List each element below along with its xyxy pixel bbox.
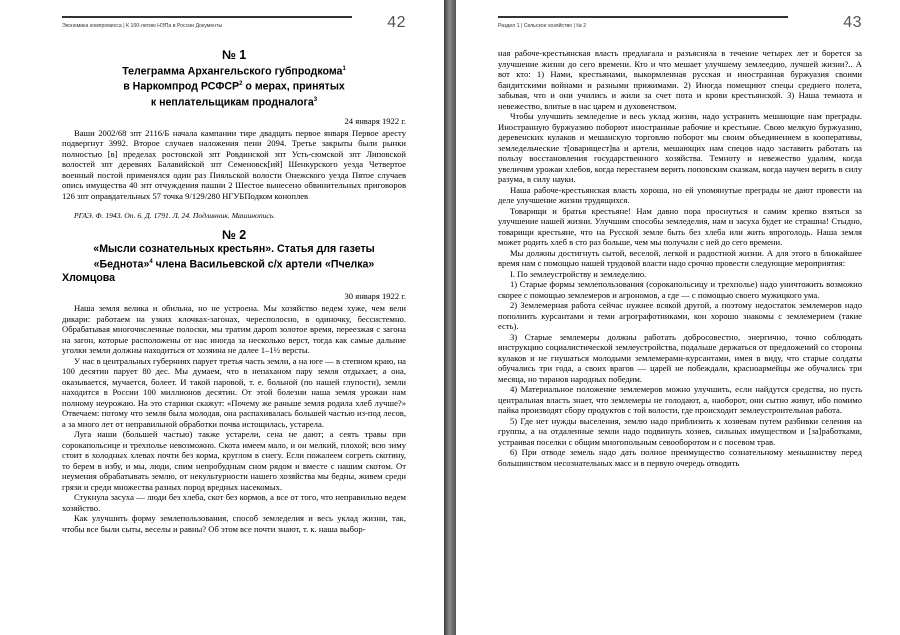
document-date: 30 января 1922 г.: [344, 291, 406, 302]
archive-source: РГАЭ. Ф. 1943. Оп. 6. Д. 1791. Л. 24. Подлинник. Машинопись.: [74, 211, 276, 221]
list-item: 5) Где нет нужды выселения, землю надо приблизить к хозяевам путем разбивки селения на группы, а на отдаленные земли надо подвинуть хозяев, сильных имуществом и [за]работками, устраивая поселки с общим многопольным севооборотом и с посевом трав.: [498, 415, 862, 447]
document-title: Телеграмма Архангельского губпродкома$^1$ в Наркомпрод РСФСР$^2$ о мерах, принятых к неплательщикам продналога$^3$: [122, 65, 346, 109]
paragraph: Товарищи и братья крестьяне! Нам давно пора проснуться и самим крепко взяться за улучшение нашей жизни. Улучшим способы земледелия, нам и засуха будет не страшна! Стыдно, товарищи крестьяне, что на Русской земле быть без хлеба или жить впроголодь. Наша земля может родить хлеб в сто раз больше, чем мы получали с ней до сего времени.: [498, 205, 862, 247]
document-body: Ваши 2002/68 зпт 2116/Б начала кампании тире двадцать первое января Первое аресту подвергнут 3992. Второе случаев наложения пени 2094. Третье закрыты были рынки полностью [в] пределах ростовской зпт Ровдинской зпт Усть-сюмской зпт Липовской волостей зпт деревнях Балавийской зпт Семеновск[ий] Шенкурского уезда Четвертое военный постой применялся один раз Пияльской волости Онежского уезда Пятое случаев опись имущества 40 зпт отчуждения пашни 2 Шестое вынесено обвинительных приговоров 126 зпт оправдательных 57 точка 9/129/280 НГУБПодком коноплев: [62, 127, 406, 201]
list-item: 2) Землемерная работа сейчас нужнее всякой другой, а поэтому недостаток землемеров надо пополнить курсантами и теми агрографотниками, кон хорошо знакомы с землемерием (такие есть).: [498, 300, 862, 331]
list-item: 6) При отводе земель надо дать полное преимущество сознательному меньшинству перед большинством несознательных масс и в первую очередь отводить: [498, 447, 862, 468]
footnote-ref: 3: [313, 96, 318, 103]
list-item: 1) Старые формы землепользования (сорокапольсицу и трехполье) надо уничтожить возможно скорее с помощью землемеров и агрономов, а где — с помощью своего мужицкого ума.: [498, 279, 862, 300]
header-rule: [62, 16, 352, 18]
right-page: [456, 0, 900, 635]
page-number: 43: [843, 14, 862, 31]
list-item: 3) Старые землемеры должны работать добросовестно, энергично, точно соблюдать инструкцию социалистической землеустройства, подальше держаться от предложений со стороны кулаков и не гнушаться молодыми землемерами-курсантами, имея в виду, что старые солдаты обучались три года, а своих врагов — царей не побеждали, красноармейцы же обучались три месяца, но тиранов народных победим.: [498, 331, 862, 384]
paragraph: У нас в центральных губерниях парует третья часть земли, а на юге — в степном краю, на 100 десятин парует 80 дес. Мы думаем, что в непаханом пару земля отдыхает, а она, оказывается, мучается, болеет. И такой паровой, т. е. больной (по нашей глупости), земли находится в России 100 миллионов десятин. От этой болезни наша земля урожаи нам полному неурожаю. На это старики скажут: «Почему же раньше земля родила хлеб лучше?» Отвечаем: потому что земля была молодая, она распахивалась большей частью из-под лесов, а за много лет от неправильной обработки почва истощилась, устарела.: [62, 355, 406, 429]
paragraph: Стукнула засуха — люди без хлеба, скот без кормов, а все от того, что неправильно ведем хозяйство.: [62, 492, 406, 513]
paragraph: Луга наши (большей частью) также устарели, сена не дают; а сеять травы при сорокапольсице и трехполье невозможно. Скота имеем мало, и он мелкий, плохой; всю зиму стоит в холодных хлевах почти без корма, круглом в снегу. Если пожалеем согреть скотину, то берем в избу, и мы, люди, спим непробудным сном рядом и вместе с нашим скотом. От неумения обрабатывать землю, от некультурности нашего хозяйства мы бедны, живем среди грязи и среди множества разных пород вредных насекомых.: [62, 429, 406, 492]
running-header: [498, 0, 862, 48]
header-breadcrumb: Раздел 1 | Сельское хозяйство | № 2: [498, 23, 587, 29]
paragraph: Мы должны достигнуть сытой, веселой, легкой и радостной жизни. А для этого в ближайшее время нам с помощью нашей трудовой власти надо срочно провести следующие мероприятия:: [498, 247, 862, 268]
page-number: 42: [387, 14, 406, 31]
document-date: 24 января 1922 г.: [344, 115, 406, 126]
document-number: № 2: [221, 228, 247, 243]
paragraph: Наша земля велика и обильна, но не устроена. Мы хозяйство ведем хуже, чем вели дикари: работаем на узких клочках-загонах, чересполосно, в одиночку, бессистемно. Обрабатывая многочисленные полоски, мы тратим дарom золотое время, переезжая с загона на загон, которые расположены от нас иногда за несколько верст, тогда как самые дальние уголки земли должны находиться от хозяина не далее 1–1½ версты.: [62, 303, 406, 356]
paragraph: Чтобы улучшить земледелие и весь уклад жизни, надо устранить мешающие нам преграды. Иностранную буржуазию поборют иностранные рабочие и крестьяне. Свою мелкую буржуазию, деревенских кулаков и мешанскую торговлю поборот мы своим объединением в кооперативы, земледельческие т[оварищест]ва и артели, мешающих нам спецов надо заставить работать на пользу восстановления государственного хозяйства. Темноту и невежество удалим, когда увеличим урожаи хлебов, когда перестанем верить поповским сказкам, когда научен верить в силу разума, в силу науки.: [498, 111, 862, 184]
header-breadcrumb: Экономика компромисса | К 100-летию НЭПа в России Документы: [62, 23, 223, 29]
footnote-ref: 1: [342, 66, 346, 72]
paragraph: Наша рабоче-крестьянская власть хороша, но ей упомянутые преграды не дают провести на деле улучшение жизни трудящихся.: [498, 184, 862, 205]
footnote-ref: 4: [149, 259, 153, 266]
paragraph: Как улучшить форму землепользования, способ земледелия и весь уклад жизни, так, чтобы все были сыты, веселы и равны? Об этом все почти знают, т. к. наша выбор-: [62, 513, 406, 534]
left-page: [0, 0, 444, 635]
header-rule: [498, 16, 788, 18]
book-spine: [444, 0, 456, 635]
paragraph: ная рабоче-крестьянская власть предлагала и разъясняла в течение четырех лет и борется за улучшение жизни до сего времени. Кто и что мешает улучшему землеедию, лучшей жизни?.. А вот кто: 1) Нами, крестьянами, выкормленная русская и иностранная буржуазия своими бандитскими войнами и разными прижимами. 2) Иногда помещиют спецы среднего полета, забывая, что и они учились и жили за счет пота и крови крестьянской. 3) Наша темнота и невежество, влитые в нас царем и духовенством.: [498, 48, 862, 111]
document-number: № 1: [221, 48, 247, 62]
running-header: [62, 0, 406, 48]
section-heading: I. По землеустройству и земледелию.: [510, 268, 647, 279]
footnote-ref: 2: [239, 81, 243, 88]
list-item: 4) Материальное положение землемеров можно улучшить, если найдутся средства, но пусть центральная власть знает, что землемеры не голодают, а, наоборот, они сытно живут, ибо помимо пайка производят сбору продуктов с той волости, где происходит землеустроительная работа.: [498, 384, 862, 415]
document-title: «Мысли сознательных крестьян». Статья для газеты «Беднота»$^4$ члена Васильевской с/х артели «Пчелка» Хломцова: [62, 243, 375, 284]
